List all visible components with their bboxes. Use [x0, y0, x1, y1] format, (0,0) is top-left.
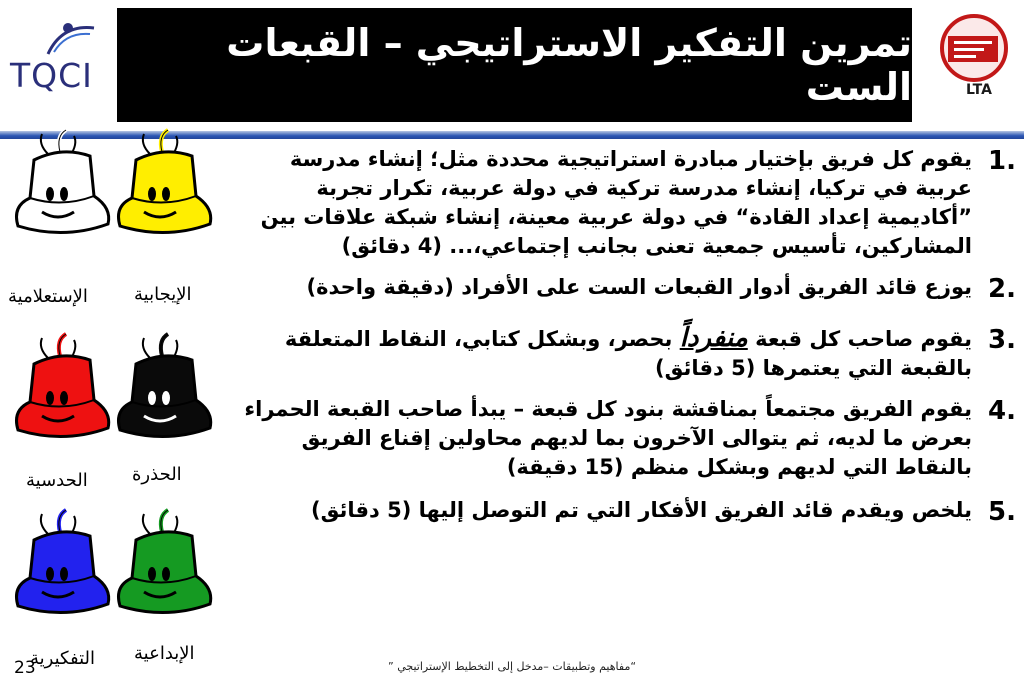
green-hat-icon [110, 506, 218, 626]
item-text-after: بحصر، وبشكل كتابي، النقاط المتعلقة بالقبعة التي يعتمرها (5 دقائق) [284, 327, 972, 380]
list-item [236, 324, 1016, 383]
red-hat-icon [8, 330, 116, 450]
hat-label-creative: الإبداعية [134, 643, 195, 664]
list-item [236, 145, 1016, 261]
item-number: .1 [988, 146, 1016, 176]
satellite-logo-icon [10, 18, 110, 58]
hat-label-information: الإستعلامية [8, 286, 88, 307]
tqci-logo-text: TQCI [10, 56, 93, 95]
item-text: يقوم كل فريق بإختيار مبادرة استراتيجية محددة مثل؛ إنشاء مدرسة عربية في تركيا، إنشاء مدرسة تركية في دولة عربية، تكرار تجربة ”أكاديمية إعداد القادة“ في دولة عربية معينة، إنشاء شبكة علاقات بين المشاركين، تأسيس جمعية تعنى بجانب إجتماعي،... (4 دقائق) [260, 147, 972, 258]
black-hat-icon [110, 330, 218, 450]
slide-title: تمرين التفكير الاستراتيجي – القبعات الست [226, 21, 912, 109]
item-text: يقوم الفريق مجتمعاً بمناقشة بنود كل قبعة – يبدأ صاحب القبعة الحمراء بعرض ما لديه، ثم يتوالى الآخرون بما لديهم محاولين إقناع الفريق بالنقاط التي لديهم وبشكل منظم (15 دقيقة) [244, 397, 972, 479]
list-item [236, 496, 1016, 529]
item-text-emphasis: منفرداً [679, 323, 748, 353]
hat-label-thinking: التفكيرية [30, 648, 95, 669]
hat-label-caution: الحذرة [132, 464, 182, 485]
list-item [236, 273, 1016, 306]
instruction-list [236, 145, 1016, 529]
white-hat-icon [8, 126, 116, 246]
blue-hat-icon [8, 506, 116, 626]
item-text: يوزع قائد الفريق أدوار القبعات الست على الأفراد (دقيقة واحدة) [306, 275, 972, 299]
item-text-before: يقوم صاحب كل قبعة [755, 327, 972, 351]
slide-title-bar [117, 8, 912, 122]
academy-emblem-icon [928, 10, 1018, 90]
yellow-hat-icon [110, 126, 218, 246]
academy-logo [928, 10, 1018, 110]
footer-text: “مفاهيم وتطبيقات –مدخل إلى التخطيط الإستراتيجي ” [388, 660, 637, 673]
page-number: 23 [14, 658, 36, 678]
item-text: يلخص ويقدم قائد الفريق الأفكار التي تم التوصل إليها (5 دقائق) [311, 498, 972, 522]
list-item [236, 395, 1016, 482]
item-number: .3 [988, 325, 1016, 355]
item-number: .2 [988, 274, 1016, 304]
item-text [236, 324, 972, 383]
item-number: .5 [988, 497, 1016, 527]
tqci-logo [10, 18, 110, 95]
item-number: .4 [988, 396, 1016, 426]
academy-logo-text: LTA [966, 82, 992, 98]
hat-label-positive: الإيجابية [134, 284, 192, 305]
hat-label-intuition: الحدسية [26, 470, 88, 491]
